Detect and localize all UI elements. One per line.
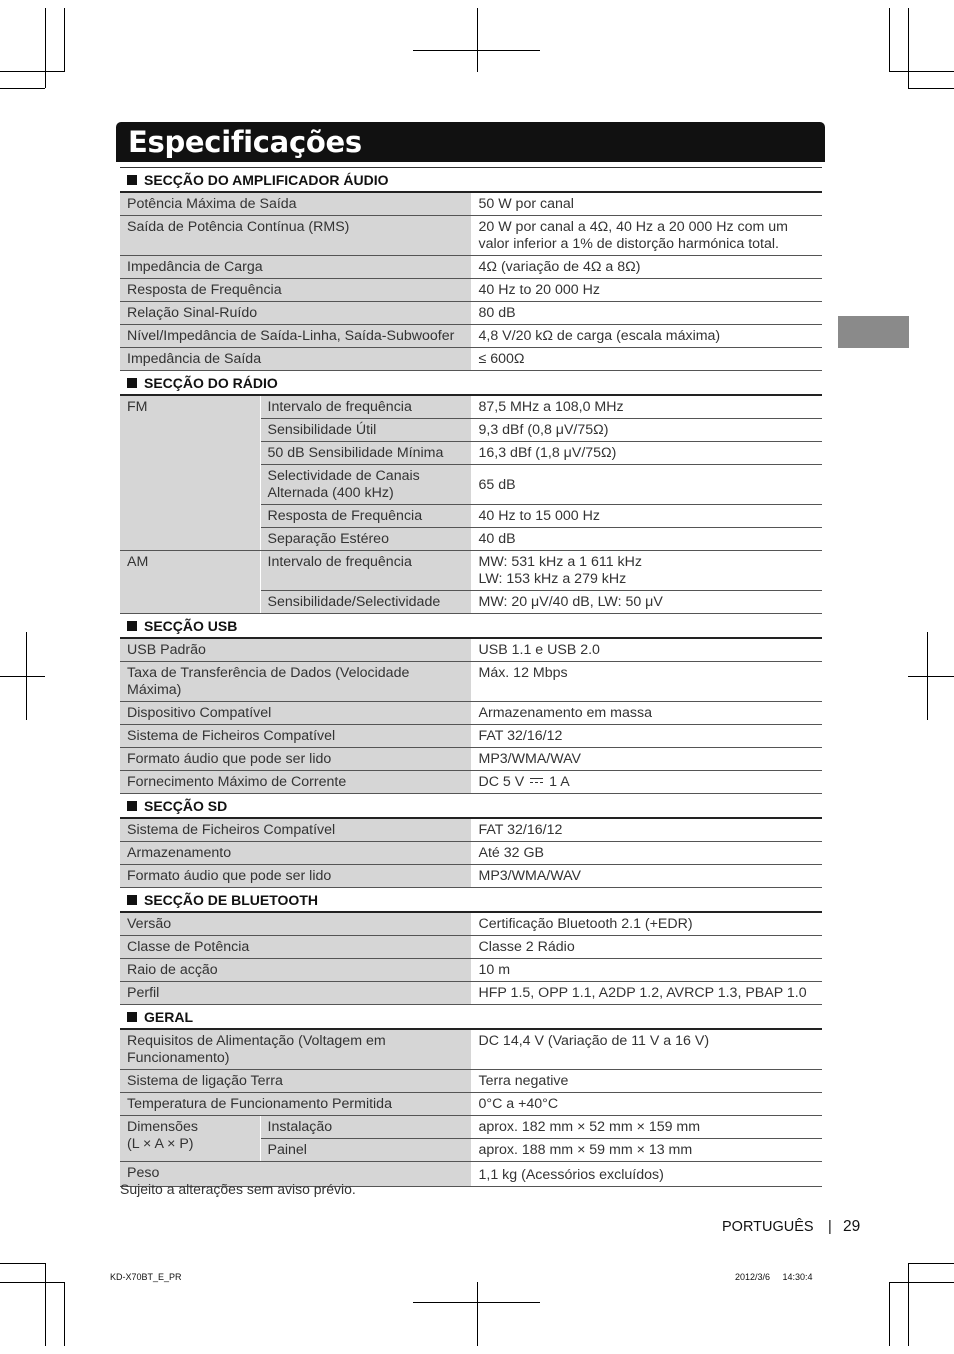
- spec-label: Resposta de Frequência: [120, 279, 471, 302]
- table-row: [120, 818, 822, 842]
- spec-value: ≤ 600Ω: [471, 348, 822, 371]
- spec-value: 40 dB: [471, 528, 822, 551]
- spec-value: 50 W por canal: [471, 192, 822, 216]
- spec-value: MW: 20 μV/40 dB, LW: 50 μV: [471, 591, 822, 614]
- spec-label: Taxa de Transferência de Dados (Velocidade Máxima): [120, 662, 471, 702]
- spec-value: FAT 32/16/12: [471, 725, 822, 748]
- spec-label: Raio de acção: [120, 959, 471, 982]
- spec-label: Saída de Potência Contínua (RMS): [120, 216, 471, 256]
- spec-label: Dispositivo Compatível: [120, 702, 471, 725]
- section-heading: SECÇÃO DO RÁDIO: [144, 375, 278, 391]
- spec-value: Até 32 GB: [471, 842, 822, 865]
- language-side-tab: [838, 316, 909, 348]
- table-row: [120, 325, 822, 348]
- page-number: 29: [843, 1218, 861, 1235]
- section-header-sd: [120, 794, 822, 819]
- table-row: [120, 216, 822, 256]
- table-row: [120, 748, 822, 771]
- spec-label: Impedância de Carga: [120, 256, 471, 279]
- spec-value: Máx. 12 Mbps: [471, 662, 822, 702]
- table-row: [120, 1116, 822, 1139]
- band-label-am: AM: [120, 551, 260, 614]
- crop-mark: [64, 8, 65, 72]
- table-row: [120, 771, 822, 794]
- square-bullet-icon: [127, 621, 137, 631]
- spec-value: 87,5 MHz a 108,0 MHz: [471, 395, 822, 419]
- spec-table: [120, 167, 822, 1187]
- table-row: [120, 395, 822, 419]
- spec-value: aprox. 182 mm × 52 mm × 159 mm: [471, 1116, 822, 1139]
- spec-label: Nível/Impedância de Saída-Linha, Saída-Subwoofer: [120, 325, 471, 348]
- crop-mark: [0, 1263, 45, 1264]
- spec-value: 40 Hz to 20 000 Hz: [471, 279, 822, 302]
- spec-value: [471, 551, 822, 591]
- crop-mark: [908, 1263, 909, 1346]
- section-header-general: [120, 1005, 822, 1030]
- spec-label: Sensibilidade/Selectividade: [260, 591, 471, 614]
- spec-value: Certificação Bluetooth 2.1 (+EDR): [471, 912, 822, 936]
- section-header-amplifier: [120, 168, 822, 193]
- spec-label: 50 dB Sensibilidade Mínima: [260, 442, 471, 465]
- spec-value: 0°C a +40°C: [471, 1093, 822, 1116]
- spec-value: Classe 2 Rádio: [471, 936, 822, 959]
- spec-value: 4,8 V/20 kΩ de carga (escala máxima): [471, 325, 822, 348]
- square-bullet-icon: [127, 801, 137, 811]
- spec-label: Relação Sinal-Ruído: [120, 302, 471, 325]
- crop-mark: [0, 88, 45, 89]
- crop-mark: [908, 88, 954, 89]
- footer-language: PORTUGUÊS: [722, 1219, 814, 1235]
- crop-mark: [889, 1282, 890, 1346]
- square-bullet-icon: [127, 175, 137, 185]
- spec-value: MP3/WMA/WAV: [471, 865, 822, 888]
- spec-label: Perfil: [120, 982, 471, 1005]
- spec-value: 16,3 dBf (1,8 μV/75Ω): [471, 442, 822, 465]
- crop-mark: [0, 1282, 64, 1283]
- spec-label: USB Padrão: [120, 638, 471, 662]
- crop-mark: [0, 71, 64, 72]
- print-timestamp: 2012/3/6 14:30:4: [735, 1272, 813, 1282]
- spec-label: Requisitos de Alimentação (Voltagem em Funcionamento): [120, 1029, 471, 1070]
- spec-label: Temperatura de Funcionamento Permitida: [120, 1093, 471, 1116]
- table-row: [120, 1029, 822, 1070]
- spec-value: Armazenamento em massa: [471, 702, 822, 725]
- crop-mark: [908, 8, 909, 88]
- footer-separator: |: [828, 1219, 832, 1235]
- spec-label: Sensibilidade Útil: [260, 419, 471, 442]
- spec-label: Formato áudio que pode ser lido: [120, 748, 471, 771]
- table-row: [120, 638, 822, 662]
- spec-label: Peso: [120, 1162, 471, 1187]
- table-row: [120, 959, 822, 982]
- dimensions-label: [120, 1116, 260, 1162]
- spec-value: 10 m: [471, 959, 822, 982]
- spec-label: Instalação: [260, 1116, 471, 1139]
- spec-value: 20 W por canal a 4Ω, 40 Hz a 20 000 Hz com um valor inferior a 1% de distorção harmónica total.: [471, 216, 822, 256]
- table-row: [120, 348, 822, 371]
- section-heading: GERAL: [144, 1009, 193, 1025]
- spec-label: Fornecimento Máximo de Corrente: [120, 771, 471, 794]
- spec-value: 4Ω (variação de 4Ω a 8Ω): [471, 256, 822, 279]
- spec-value: MP3/WMA/WAV: [471, 748, 822, 771]
- crop-mark: [908, 1263, 954, 1264]
- crop-mark: [889, 1282, 954, 1283]
- crop-mark: [889, 8, 890, 72]
- spec-value: aprox. 188 mm × 59 mm × 13 mm: [471, 1139, 822, 1162]
- square-bullet-icon: [127, 378, 137, 388]
- page-title: Especificações: [128, 125, 362, 159]
- section-heading: SECÇÃO USB: [144, 618, 238, 634]
- spec-value: 1,1 kg (Acessórios excluídos): [471, 1162, 822, 1187]
- spec-label: Armazenamento: [120, 842, 471, 865]
- band-label-fm: FM: [120, 395, 260, 551]
- dc-symbol-icon: [530, 778, 543, 785]
- dimensions-label-line: Dimensões: [127, 1119, 198, 1135]
- crop-mark: [477, 8, 478, 72]
- current-voltage: DC 5 V: [478, 774, 525, 790]
- spec-label: Sistema de Ficheiros Compatível: [120, 725, 471, 748]
- spec-label: Potência Máxima de Saída: [120, 192, 471, 216]
- print-file-name: KD-X70BT_E_PR: [110, 1272, 182, 1282]
- table-row: [120, 912, 822, 936]
- spec-value: Terra negative: [471, 1070, 822, 1093]
- table-row: [120, 982, 822, 1005]
- table-row: [120, 302, 822, 325]
- table-row: [120, 279, 822, 302]
- spec-value: 40 Hz to 15 000 Hz: [471, 505, 822, 528]
- spec-label: Separação Estéreo: [260, 528, 471, 551]
- spec-value-line: MW: 531 kHz a 1 611 kHz: [478, 554, 642, 570]
- current-amperage: 1 A: [549, 774, 570, 790]
- crop-mark: [413, 1302, 540, 1303]
- section-heading: SECÇÃO SD: [144, 798, 228, 814]
- spec-value: DC 14,4 V (Variação de 11 V a 16 V): [471, 1029, 822, 1070]
- spec-label: Selectividade de Canais Alternada (400 kHz): [260, 465, 471, 505]
- spec-value: [471, 771, 822, 794]
- spec-value: HFP 1.5, OPP 1.1, A2DP 1.2, AVRCP 1.3, PBAP 1.0: [471, 982, 822, 1005]
- crop-mark: [45, 1263, 46, 1346]
- section-header-usb: [120, 614, 822, 639]
- spec-value: 65 dB: [471, 465, 822, 505]
- crop-mark: [477, 1282, 478, 1346]
- table-row: [120, 842, 822, 865]
- spec-value: 9,3 dBf (0,8 μV/75Ω): [471, 419, 822, 442]
- spec-value: FAT 32/16/12: [471, 818, 822, 842]
- crop-mark: [908, 676, 954, 677]
- table-row: [120, 1093, 822, 1116]
- spec-label: Intervalo de frequência: [260, 551, 471, 591]
- section-heading: SECÇÃO DE BLUETOOTH: [144, 892, 318, 908]
- table-row: [120, 662, 822, 702]
- table-row: [120, 551, 822, 591]
- table-row: [120, 1070, 822, 1093]
- table-row: [120, 702, 822, 725]
- spec-value: USB 1.1 e USB 2.0: [471, 638, 822, 662]
- crop-mark: [889, 71, 954, 72]
- spec-label: Versão: [120, 912, 471, 936]
- disclaimer-note: Sujeito a alterações sem aviso prévio.: [120, 1181, 356, 1197]
- section-header-radio: [120, 371, 822, 396]
- spec-label: Sistema de ligação Terra: [120, 1070, 471, 1093]
- table-row: [120, 192, 822, 216]
- table-row: [120, 256, 822, 279]
- square-bullet-icon: [127, 1012, 137, 1022]
- title-bar: [116, 122, 825, 162]
- spec-label: Intervalo de frequência: [260, 395, 471, 419]
- dimensions-label-line: (L × A × P): [127, 1136, 194, 1152]
- spec-label: Formato áudio que pode ser lido: [120, 865, 471, 888]
- section-header-bluetooth: [120, 888, 822, 913]
- spec-value: 80 dB: [471, 302, 822, 325]
- spec-label: Impedância de Saída: [120, 348, 471, 371]
- crop-mark: [64, 1282, 65, 1346]
- crop-mark: [0, 676, 45, 677]
- table-row: [120, 936, 822, 959]
- spec-label: Classe de Potência: [120, 936, 471, 959]
- table-row: [120, 725, 822, 748]
- square-bullet-icon: [127, 895, 137, 905]
- crop-mark: [45, 8, 46, 88]
- spec-label: Painel: [260, 1139, 471, 1162]
- section-heading: SECÇÃO DO AMPLIFICADOR ÁUDIO: [144, 172, 389, 188]
- crop-mark: [413, 50, 540, 51]
- table-row: [120, 865, 822, 888]
- spec-label: Sistema de Ficheiros Compatível: [120, 818, 471, 842]
- spec-label: Resposta de Frequência: [260, 505, 471, 528]
- spec-value-line: LW: 153 kHz a 279 kHz: [478, 571, 627, 587]
